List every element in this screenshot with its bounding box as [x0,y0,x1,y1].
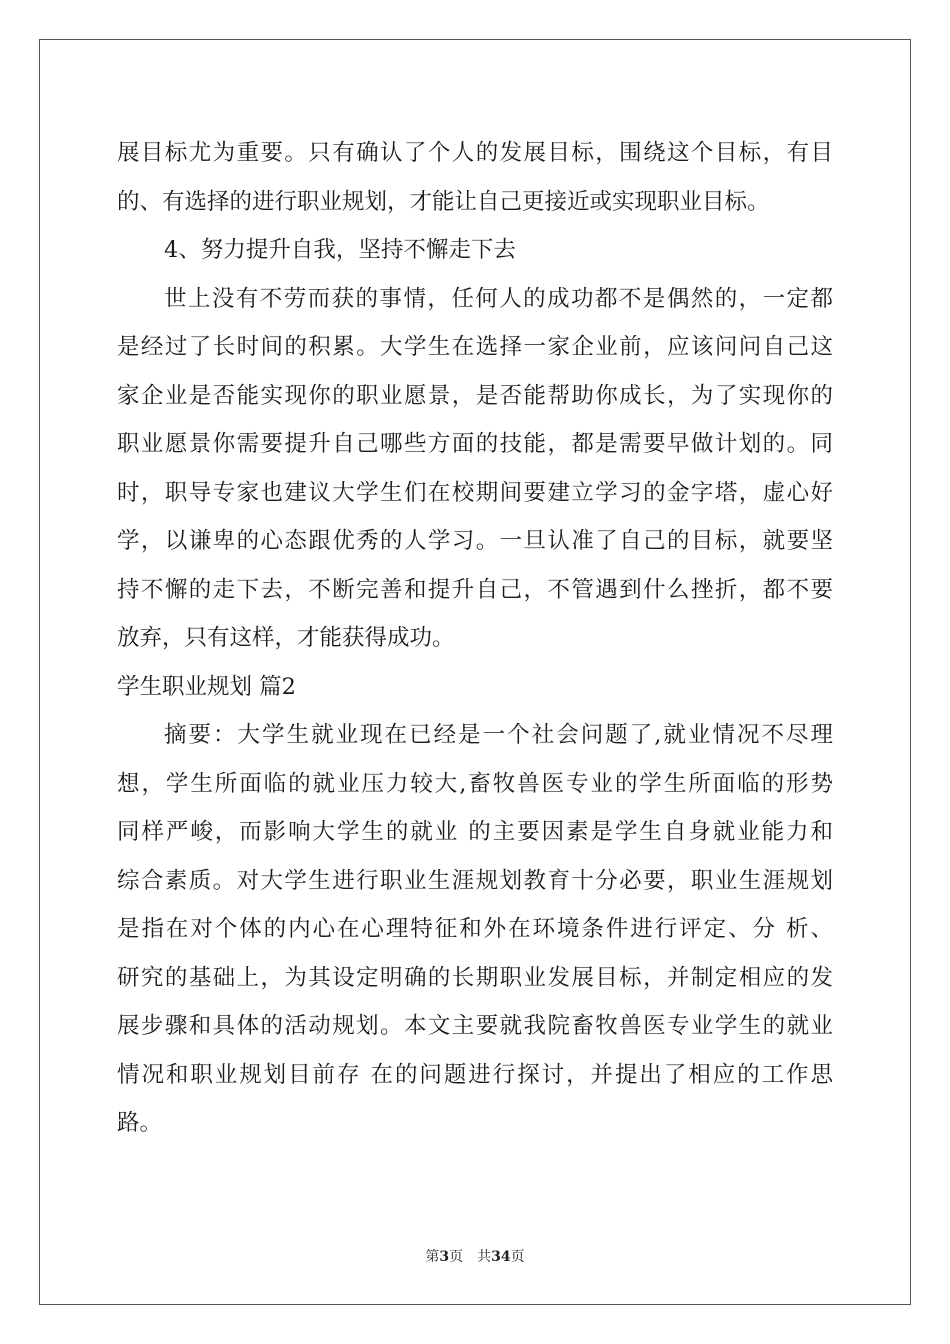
text-line: 是指在对个体的内心在心理特征和外在环境条件进行评定、分 析、 [117,916,833,942]
text-line: 展步骤和具体的活动规划。本文主要就我院畜牧兽医专业学生的就业 [117,1013,833,1039]
footer-total-prefix: 共 [477,1249,492,1265]
text-line: 展目标尤为重要。只有确认了个人的发展目标，围绕这个目标，有目 [117,140,833,166]
footer-page-suffix: 页 [449,1249,464,1265]
text-line: 放弃，只有这样，才能获得成功。 [117,625,455,651]
text-line: 摘要：大学生就业现在已经是一个社会问题了,就业情况不尽理 [164,722,833,748]
footer-prefix: 第 [425,1249,440,1265]
page-footer [0,1246,950,1266]
footer-total-suffix: 页 [510,1249,525,1265]
text-line: 的、有选择的进行职业规划，才能让自己更接近或实现职业目标。 [117,188,770,215]
text-line: 职业愿景你需要提升自己哪些方面的技能，都是需要早做计划的。同 [117,431,833,457]
text-line: 研究的基础上，为其设定明确的长期职业发展目标，并制定相应的发 [117,964,833,991]
text-line: 想，学生所面临的就业压力较大,畜牧兽医专业的学生所面临的形势 [117,770,833,797]
text-line: 路。 [117,1110,163,1136]
text-line: 时，职导专家也建议大学生们在校期间要建立学习的金字塔，虚心好 [117,479,833,506]
section-heading: 4、努力提升自我，坚持不懈走下去 [164,237,516,263]
current-page-number: 3 [439,1249,450,1265]
text-line: 世上没有不劳而获的事情，任何人的成功都不是偶然的，一定都 [164,285,833,312]
text-line: 同样严峻，而影响大学生的就业 的主要因素是学生自身就业能力和 [117,819,833,845]
text-line: 学，以谦卑的心态跟优秀的人学习。一旦认准了自己的目标，就要坚 [117,528,833,554]
total-page-count: 34 [491,1249,511,1265]
text-line: 持不懈的走下去，不断完善和提升自己，不管遇到什么挫折，都不要 [117,576,833,603]
text-line: 综合素质。对大学生进行职业生涯规划教育十分必要，职业生涯规划 [117,867,833,894]
article-title: 学生职业规划 篇2 [117,673,296,700]
text-line: 情况和职业规划目前存 在的问题进行探讨，并提出了相应的工作思 [117,1061,833,1088]
text-line: 家企业是否能实现你的职业愿景，是否能帮助你成长，为了实现你的 [117,382,833,409]
text-line: 是经过了长时间的积累。大学生在选择一家企业前，应该问问自己这 [117,334,833,360]
document-body [117,129,833,1148]
